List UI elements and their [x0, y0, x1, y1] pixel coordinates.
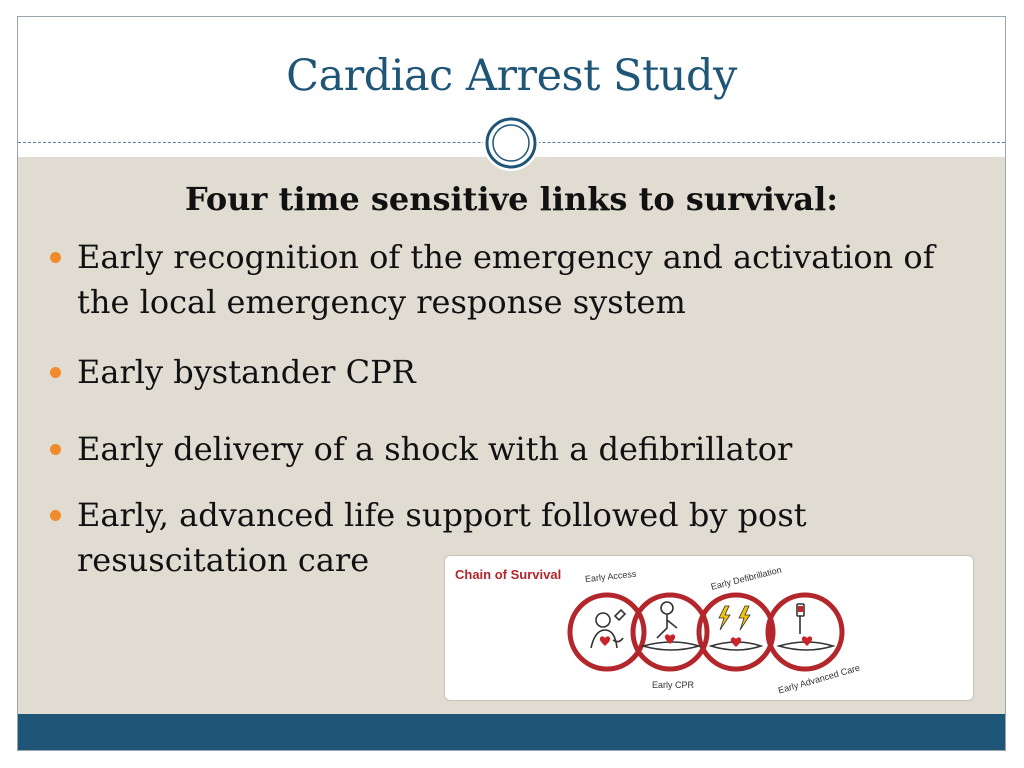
bullet-text: Early, advanced life support followed by post resuscitation care [77, 496, 807, 579]
slide [17, 16, 1006, 751]
chain-heading: Chain of Survival [455, 567, 562, 582]
lightning-icon [719, 606, 750, 630]
label-early-advanced-care: Early Advanced Care [776, 662, 862, 696]
heart-icon [802, 636, 812, 646]
bullet-item [48, 350, 968, 395]
label-early-cpr: Early CPR [652, 680, 695, 690]
bullet-dot-icon [50, 510, 61, 521]
chain-of-survival-image [444, 555, 974, 701]
heart-icon [731, 637, 741, 647]
bullet-text: Early recognition of the emergency and activation of the local emergency response system [77, 238, 935, 321]
slide-title: Cardiac Arrest Study [286, 51, 737, 101]
bullet-item [48, 427, 968, 472]
iv-bag-icon [798, 606, 803, 612]
chain-of-survival-graphic [445, 556, 974, 701]
bullet-text: Early bystander CPR [77, 353, 416, 391]
bullet-dot-icon [50, 367, 61, 378]
label-early-defibrillation: Early Defibrillation [709, 564, 783, 592]
bullet-dot-icon [50, 252, 61, 263]
subheading: Four time sensitive links to survival: [184, 180, 839, 218]
bullet-item [48, 235, 968, 325]
bullet-dot-icon [50, 444, 61, 455]
bullet-text: Early delivery of a shock with a defibrillator [77, 430, 793, 468]
footer-band [18, 714, 1005, 750]
heart-icon [600, 636, 610, 646]
circle-ornament-icon [482, 114, 540, 172]
label-early-access: Early Access [584, 568, 637, 585]
